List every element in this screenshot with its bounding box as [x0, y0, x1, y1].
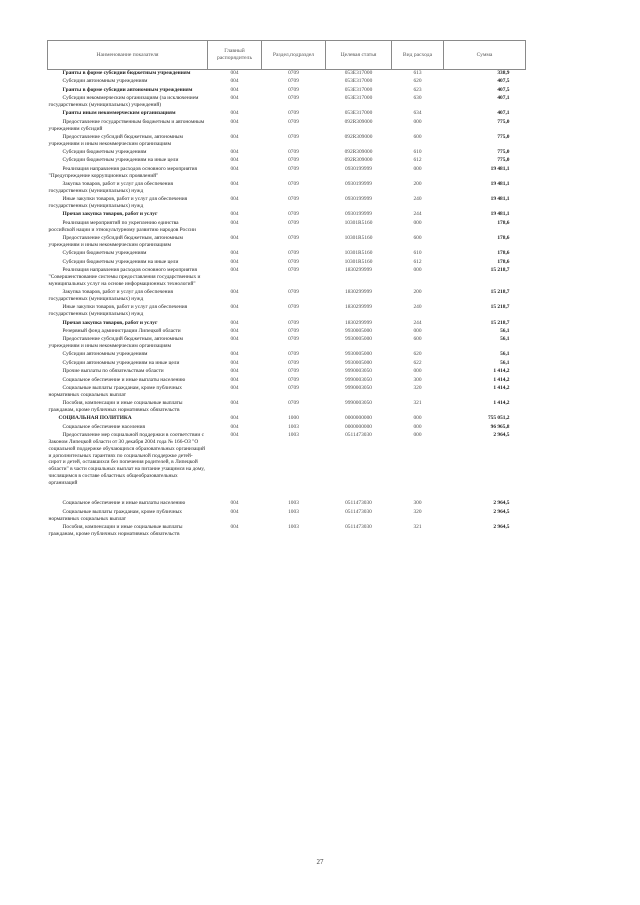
row-razd-cell: 0709 — [288, 351, 299, 358]
row-cel-cell: 9930005000 — [345, 336, 372, 343]
table-row — [48, 181, 526, 196]
row-glav-cell: 004 — [230, 508, 239, 515]
row-cel-cell: 1830299999 — [345, 319, 372, 326]
row-vid-cell: 634 — [413, 110, 422, 117]
row-name-cell: Социальные выплаты гражданам, кроме публичных нормативных социальных выплат — [48, 384, 182, 398]
header-glav: Главный распорядитель — [208, 41, 262, 70]
row-cel-cell: 0930199999 — [345, 196, 372, 203]
row-name-cell: Предоставление субсидий бюджетным, автономным учреждениям и иным некоммерческим организациям — [48, 235, 183, 248]
row-cel-cell: 9930005000 — [345, 351, 372, 358]
table-row — [48, 368, 526, 376]
row-glav-cell: 004 — [230, 423, 239, 430]
row-glav-cell: 004 — [230, 95, 239, 102]
row-cel-cell: 10301R5160 — [344, 250, 373, 257]
row-vid-cell: 623 — [413, 86, 422, 93]
row-vid-cell: 320 — [413, 508, 422, 515]
row-glav-cell: 004 — [230, 289, 239, 296]
row-glav-cell: 004 — [230, 118, 239, 125]
row-sum-cell: 1 414,2 — [493, 376, 510, 383]
row-vid-cell: 240 — [413, 304, 422, 311]
row-razd-cell: 0709 — [288, 384, 299, 391]
row-sum-cell: 407,5 — [497, 78, 510, 85]
row-glav-cell: 004 — [230, 165, 239, 172]
row-sum-cell: 15 218,7 — [490, 266, 510, 273]
row-razd-cell: 0709 — [288, 118, 299, 125]
row-vid-cell: 600 — [413, 235, 422, 242]
row-vid-cell: 000 — [413, 327, 422, 334]
row-vid-cell: 244 — [413, 211, 422, 218]
table-row — [48, 166, 526, 181]
row-name-cell: Субсидии бюджетным учреждениям — [62, 149, 147, 156]
row-sum-cell: 19 481,1 — [490, 181, 510, 188]
row-name-cell: Реализация мероприятий по укреплению единства российской нации и этнокультурному развитию народов России — [48, 219, 196, 233]
row-vid-cell: 620 — [413, 351, 422, 358]
row-vid-cell: 000 — [413, 165, 422, 172]
table-row — [48, 119, 526, 134]
row-razd-cell: 1003 — [288, 508, 299, 515]
table-row — [48, 400, 526, 415]
row-name-cell: Прочая закупка товаров, работ и услуг — [62, 319, 158, 326]
row-sum-cell: 407,1 — [497, 110, 510, 117]
row-cel-cell: 9930005000 — [345, 327, 372, 334]
header-vid: Вид расхода — [392, 41, 444, 70]
row-cel-cell: 092R309000 — [344, 157, 373, 164]
row-cel-cell: 092R309000 — [344, 133, 373, 140]
row-sum-cell: 56,1 — [500, 336, 510, 343]
row-cel-cell: 10301R5160 — [344, 258, 373, 265]
row-name-cell: СОЦИАЛЬНАЯ ПОЛИТИКА — [58, 415, 132, 422]
row-glav-cell: 004 — [230, 70, 239, 76]
row-vid-cell: 321 — [413, 523, 422, 530]
table-row — [48, 304, 526, 319]
row-vid-cell: 000 — [413, 368, 422, 375]
row-name-cell: Субсидии бюджетным учреждениям — [62, 250, 147, 257]
row-glav-cell: 004 — [230, 400, 239, 407]
table-row — [48, 289, 526, 304]
row-cel-cell: 0000000000 — [345, 423, 372, 430]
row-vid-cell: 600 — [413, 133, 422, 140]
table-row — [48, 320, 526, 328]
row-sum-cell: 2 964,5 — [493, 500, 510, 507]
row-glav-cell: 004 — [230, 181, 239, 188]
row-razd-cell: 0709 — [288, 78, 299, 85]
row-cel-cell: 053Е317000 — [344, 95, 373, 102]
row-vid-cell: 000 — [413, 423, 422, 430]
row-vid-cell: 630 — [413, 95, 422, 102]
table-row — [48, 134, 526, 149]
row-vid-cell: 200 — [413, 289, 422, 296]
row-cel-cell: 0930199999 — [345, 165, 372, 172]
row-name-cell: Субсидии бюджетным учреждениям на иные цели — [62, 258, 179, 265]
row-glav-cell: 004 — [230, 500, 239, 507]
table-row — [48, 267, 526, 289]
row-cel-cell: 9990003050 — [345, 376, 372, 383]
row-cel-cell: 0511473030 — [345, 523, 372, 530]
row-name-cell: Предоставление субсидий бюджетным, автономным учреждениям и иным некоммерческим организациям — [48, 133, 183, 147]
table-row — [48, 336, 526, 351]
row-razd-cell: 0709 — [288, 181, 299, 188]
row-sum-cell: 56,1 — [500, 327, 510, 334]
row-glav-cell: 004 — [230, 250, 239, 257]
row-vid-cell: 000 — [413, 219, 422, 226]
page-number: 27 — [316, 858, 324, 866]
row-glav-cell: 004 — [230, 415, 239, 422]
row-cel-cell: 9930005000 — [345, 359, 372, 366]
table-row — [48, 377, 526, 385]
row-glav-cell: 004 — [230, 211, 239, 218]
row-sum-cell: 178,6 — [497, 219, 510, 226]
row-cel-cell: 053Е317000 — [344, 70, 373, 76]
row-razd-cell: 0709 — [288, 400, 299, 407]
table-row — [48, 235, 526, 250]
row-name-cell: Субсидии некоммерческим организациям (за исключением государственных (муниципальных) учреждений) — [48, 95, 199, 108]
row-cel-cell: 10301R5160 — [344, 219, 373, 226]
row-name-cell: Предоставление мер социальной поддержки в соответствии с Законом Липецкой области от 30 декабря 2004 года № 166-ОЗ "О социальной поддержке обучающихся образовательных организаций и дополнительных гарантиях по социальной поддержке детей-сирот и детей, оставшихся без попечения родителей, в Липецкой области" в части социальных выплат на питание учащимся на дому, числящимся в составе областных общеобразовательных организаций — [48, 432, 205, 487]
row-glav-cell: 004 — [230, 376, 239, 383]
row-name-cell: Иные закупки товаров, работ и услуг для обеспечения государственных (муниципальных) нужд — [48, 196, 188, 210]
row-name-cell: Предоставление государственным бюджетным и автономным учреждениям субсидий — [48, 118, 205, 132]
row-sum-cell: 338,9 — [497, 70, 510, 76]
row-name-cell: Гранты в форме субсидии автономным учреждениям — [62, 86, 193, 93]
row-vid-cell: 612 — [413, 258, 422, 265]
table-body — [48, 70, 526, 540]
row-sum-cell: 96 965,8 — [490, 423, 510, 430]
row-razd-cell: 0709 — [288, 157, 299, 164]
row-glav-cell: 004 — [230, 384, 239, 391]
row-vid-cell: 000 — [413, 266, 422, 273]
row-name-cell: Прочие выплаты по обязательствам области — [62, 368, 164, 375]
table-row — [48, 424, 526, 432]
row-razd-cell: 0709 — [288, 133, 299, 140]
row-sum-cell: 15 218,7 — [490, 289, 510, 296]
table-row — [48, 385, 526, 400]
row-razd-cell: 0709 — [288, 165, 299, 172]
row-razd-cell: 1003 — [288, 500, 299, 507]
row-glav-cell: 004 — [230, 110, 239, 117]
row-sum-cell: 56,1 — [500, 359, 510, 366]
table-row — [48, 87, 526, 95]
row-name-cell: Субсидии бюджетным учреждениям на иные цели — [62, 157, 179, 164]
table-row — [48, 211, 526, 219]
row-razd-cell: 0709 — [288, 110, 299, 117]
row-razd-cell: 0709 — [288, 258, 299, 265]
row-glav-cell: 004 — [230, 86, 239, 93]
table-row — [48, 95, 526, 110]
table-row — [48, 157, 526, 165]
row-sum-cell: 15 218,7 — [490, 319, 510, 326]
row-name-cell: Прочая закупка товаров, работ и услуг — [62, 211, 158, 218]
row-cel-cell: 0511473030 — [345, 508, 372, 515]
row-name-cell: Субсидии автономным учреждениям на иные цели — [62, 359, 180, 366]
row-name-cell: Иные закупки товаров, работ и услуг для обеспечения государственных (муниципальных) нужд — [48, 304, 188, 318]
row-name-cell: Социальное обеспечение и иные выплаты населению — [62, 500, 186, 507]
row-vid-cell: 610 — [413, 149, 422, 156]
row-name-cell: Пособия, компенсации и иные социальные выплаты гражданам, кроме публичных нормативных обязательств — [48, 523, 183, 537]
row-glav-cell: 004 — [230, 432, 239, 439]
table-row — [48, 250, 526, 258]
row-sum-cell: 19 481,1 — [490, 165, 510, 172]
row-vid-cell: 000 — [413, 432, 422, 439]
row-glav-cell: 004 — [230, 523, 239, 530]
row-glav-cell: 004 — [230, 258, 239, 265]
row-sum-cell: 2 964,5 — [493, 432, 510, 439]
row-razd-cell: 0709 — [288, 211, 299, 218]
row-cel-cell: 10301R5160 — [344, 235, 373, 242]
row-glav-cell: 004 — [230, 351, 239, 358]
row-sum-cell: 755 051,2 — [487, 415, 510, 422]
table-row — [48, 110, 526, 118]
row-razd-cell: 0709 — [288, 327, 299, 334]
row-razd-cell: 0709 — [288, 289, 299, 296]
row-cel-cell: 9990003050 — [345, 368, 372, 375]
table-row — [48, 432, 526, 488]
table-row — [48, 351, 526, 359]
header-name: Наименование показателя — [48, 41, 208, 70]
row-sum-cell: 1 414,2 — [493, 400, 510, 407]
row-razd-cell: 0709 — [288, 196, 299, 203]
row-sum-cell: 775,0 — [497, 149, 510, 156]
row-name-cell: Социальное обеспечение и иные выплаты населению — [62, 376, 186, 383]
row-cel-cell: 1830299999 — [345, 289, 372, 296]
row-cel-cell: 053Е317000 — [344, 78, 373, 85]
row-sum-cell: 407,1 — [497, 95, 510, 102]
row-glav-cell: 004 — [230, 327, 239, 334]
table-row — [48, 509, 526, 524]
row-glav-cell: 004 — [230, 266, 239, 273]
row-cel-cell: 0000000000 — [345, 415, 372, 422]
row-cel-cell: 1830299999 — [345, 266, 372, 273]
document-body — [47, 40, 525, 539]
row-glav-cell: 004 — [230, 78, 239, 85]
table-row — [48, 488, 526, 508]
row-cel-cell: 9990003050 — [345, 400, 372, 407]
row-vid-cell: 613 — [413, 70, 422, 76]
row-vid-cell: 000 — [413, 118, 422, 125]
row-glav-cell: 004 — [230, 304, 239, 311]
row-razd-cell: 0709 — [288, 95, 299, 102]
row-name-cell: Предоставление субсидий бюджетным, автономным учреждениям и иным некоммерческим организациям — [48, 336, 183, 350]
row-vid-cell: 200 — [413, 181, 422, 188]
row-name-cell: Закупка товаров, работ и услуг для обеспечения государственных (муниципальных) нужд — [48, 181, 173, 194]
row-razd-cell: 0709 — [288, 368, 299, 375]
row-cel-cell: 1830299999 — [345, 304, 372, 311]
row-razd-cell: 1003 — [288, 523, 299, 530]
row-razd-cell: 0709 — [288, 70, 299, 76]
row-vid-cell: 321 — [413, 400, 422, 407]
row-vid-cell: 300 — [413, 500, 422, 507]
row-sum-cell: 178,6 — [497, 258, 510, 265]
row-razd-cell: 1003 — [288, 432, 299, 439]
row-sum-cell: 1 414,2 — [493, 384, 510, 391]
table-row — [48, 259, 526, 267]
row-name-cell: Реализация направления расходов основного мероприятия "Предупреждение коррупционных проявлений" — [48, 165, 198, 179]
row-razd-cell: 0709 — [288, 319, 299, 326]
row-sum-cell: 15 218,7 — [490, 304, 510, 311]
row-glav-cell: 004 — [230, 319, 239, 326]
row-sum-cell: 178,6 — [497, 235, 510, 242]
row-cel-cell: 0511473030 — [345, 432, 372, 439]
row-razd-cell: 0709 — [288, 336, 299, 343]
row-vid-cell: 620 — [413, 78, 422, 85]
row-sum-cell: 178,6 — [497, 250, 510, 257]
row-sum-cell: 56,1 — [500, 351, 510, 358]
row-vid-cell: 000 — [413, 415, 422, 422]
row-glav-cell: 004 — [230, 133, 239, 140]
row-cel-cell: 053Е317000 — [344, 110, 373, 117]
header-cel: Целевая статья — [326, 41, 392, 70]
row-razd-cell: 0709 — [288, 219, 299, 226]
row-vid-cell: 600 — [413, 336, 422, 343]
row-razd-cell: 0709 — [288, 86, 299, 93]
row-cel-cell: 0511473030 — [345, 500, 372, 507]
row-glav-cell: 004 — [230, 359, 239, 366]
row-name-cell: Закупка товаров, работ и услуг для обеспечения государственных (муниципальных) нужд — [48, 289, 173, 302]
row-cel-cell: 9990003050 — [345, 384, 372, 391]
row-razd-cell: 1003 — [288, 423, 299, 430]
row-sum-cell: 2 964,5 — [493, 508, 510, 515]
row-glav-cell: 004 — [230, 157, 239, 164]
row-razd-cell: 0709 — [288, 304, 299, 311]
row-name-cell: Гранты иным некоммерческим организациям — [62, 110, 176, 117]
row-sum-cell: 19 481,1 — [490, 211, 510, 218]
row-cel-cell: 092R309000 — [344, 149, 373, 156]
row-vid-cell: 240 — [413, 196, 422, 203]
row-glav-cell: 004 — [230, 368, 239, 375]
row-name-cell: Реализация направления расходов основного мероприятия "Совершенствование системы предоставления государственных и муниципальных услуг на основе информационных технологий" — [48, 266, 201, 287]
table-row — [48, 415, 526, 423]
row-sum-cell: 775,0 — [497, 157, 510, 164]
row-name-cell: Субсидии автономным учреждениям — [62, 78, 148, 85]
row-razd-cell: 0709 — [288, 359, 299, 366]
row-name-cell: Социальные выплаты гражданам, кроме публичных нормативных социальных выплат — [48, 508, 182, 522]
row-cel-cell: 0930199999 — [345, 181, 372, 188]
row-cel-cell: 0930199999 — [345, 211, 372, 218]
table-row — [48, 220, 526, 235]
table-header — [48, 41, 526, 70]
row-sum-cell: 407,5 — [497, 86, 510, 93]
row-vid-cell: 320 — [413, 384, 422, 391]
row-razd-cell: 0709 — [288, 376, 299, 383]
row-name-cell: Резервный фонд администрации Липецкой области — [62, 327, 181, 334]
row-razd-cell: 1000 — [288, 415, 299, 422]
row-sum-cell: 19 481,1 — [490, 196, 510, 203]
row-razd-cell: 0709 — [288, 149, 299, 156]
row-razd-cell: 0709 — [288, 266, 299, 273]
row-sum-cell: 1 414,2 — [493, 368, 510, 375]
table-row — [48, 360, 526, 368]
row-vid-cell: 610 — [413, 250, 422, 257]
row-sum-cell: 2 964,5 — [493, 523, 510, 530]
table-row — [48, 196, 526, 211]
row-cel-cell: 092R309000 — [344, 118, 373, 125]
row-name-cell: Пособия, компенсации и иные социальные выплаты гражданам, кроме публичных нормативных обязательств — [48, 400, 183, 413]
row-name-cell: Гранты в форме субсидии бюджетным учреждениям — [62, 70, 191, 76]
header-sum: Сумма — [444, 41, 526, 70]
row-sum-cell: 775,0 — [497, 133, 510, 140]
row-glav-cell: 004 — [230, 219, 239, 226]
row-glav-cell: 004 — [230, 196, 239, 203]
table-row — [48, 78, 526, 86]
row-razd-cell: 0709 — [288, 250, 299, 257]
row-glav-cell: 004 — [230, 235, 239, 242]
table-row — [48, 328, 526, 336]
row-name-cell: Социальное обеспечение населения — [62, 423, 146, 430]
header-razd: Раздел,подраздел — [262, 41, 326, 70]
row-name-cell: Субсидии автономным учреждениям — [62, 351, 148, 358]
table-row — [48, 524, 526, 539]
row-glav-cell: 004 — [230, 149, 239, 156]
row-vid-cell: 244 — [413, 319, 422, 326]
row-vid-cell: 300 — [413, 376, 422, 383]
row-glav-cell: 004 — [230, 336, 239, 343]
row-sum-cell: 775,0 — [497, 118, 510, 125]
row-cel-cell: 053Е317000 — [344, 86, 373, 93]
row-vid-cell: 622 — [413, 359, 422, 366]
row-vid-cell: 612 — [413, 157, 422, 164]
budget-table — [47, 40, 526, 539]
row-razd-cell: 0709 — [288, 235, 299, 242]
